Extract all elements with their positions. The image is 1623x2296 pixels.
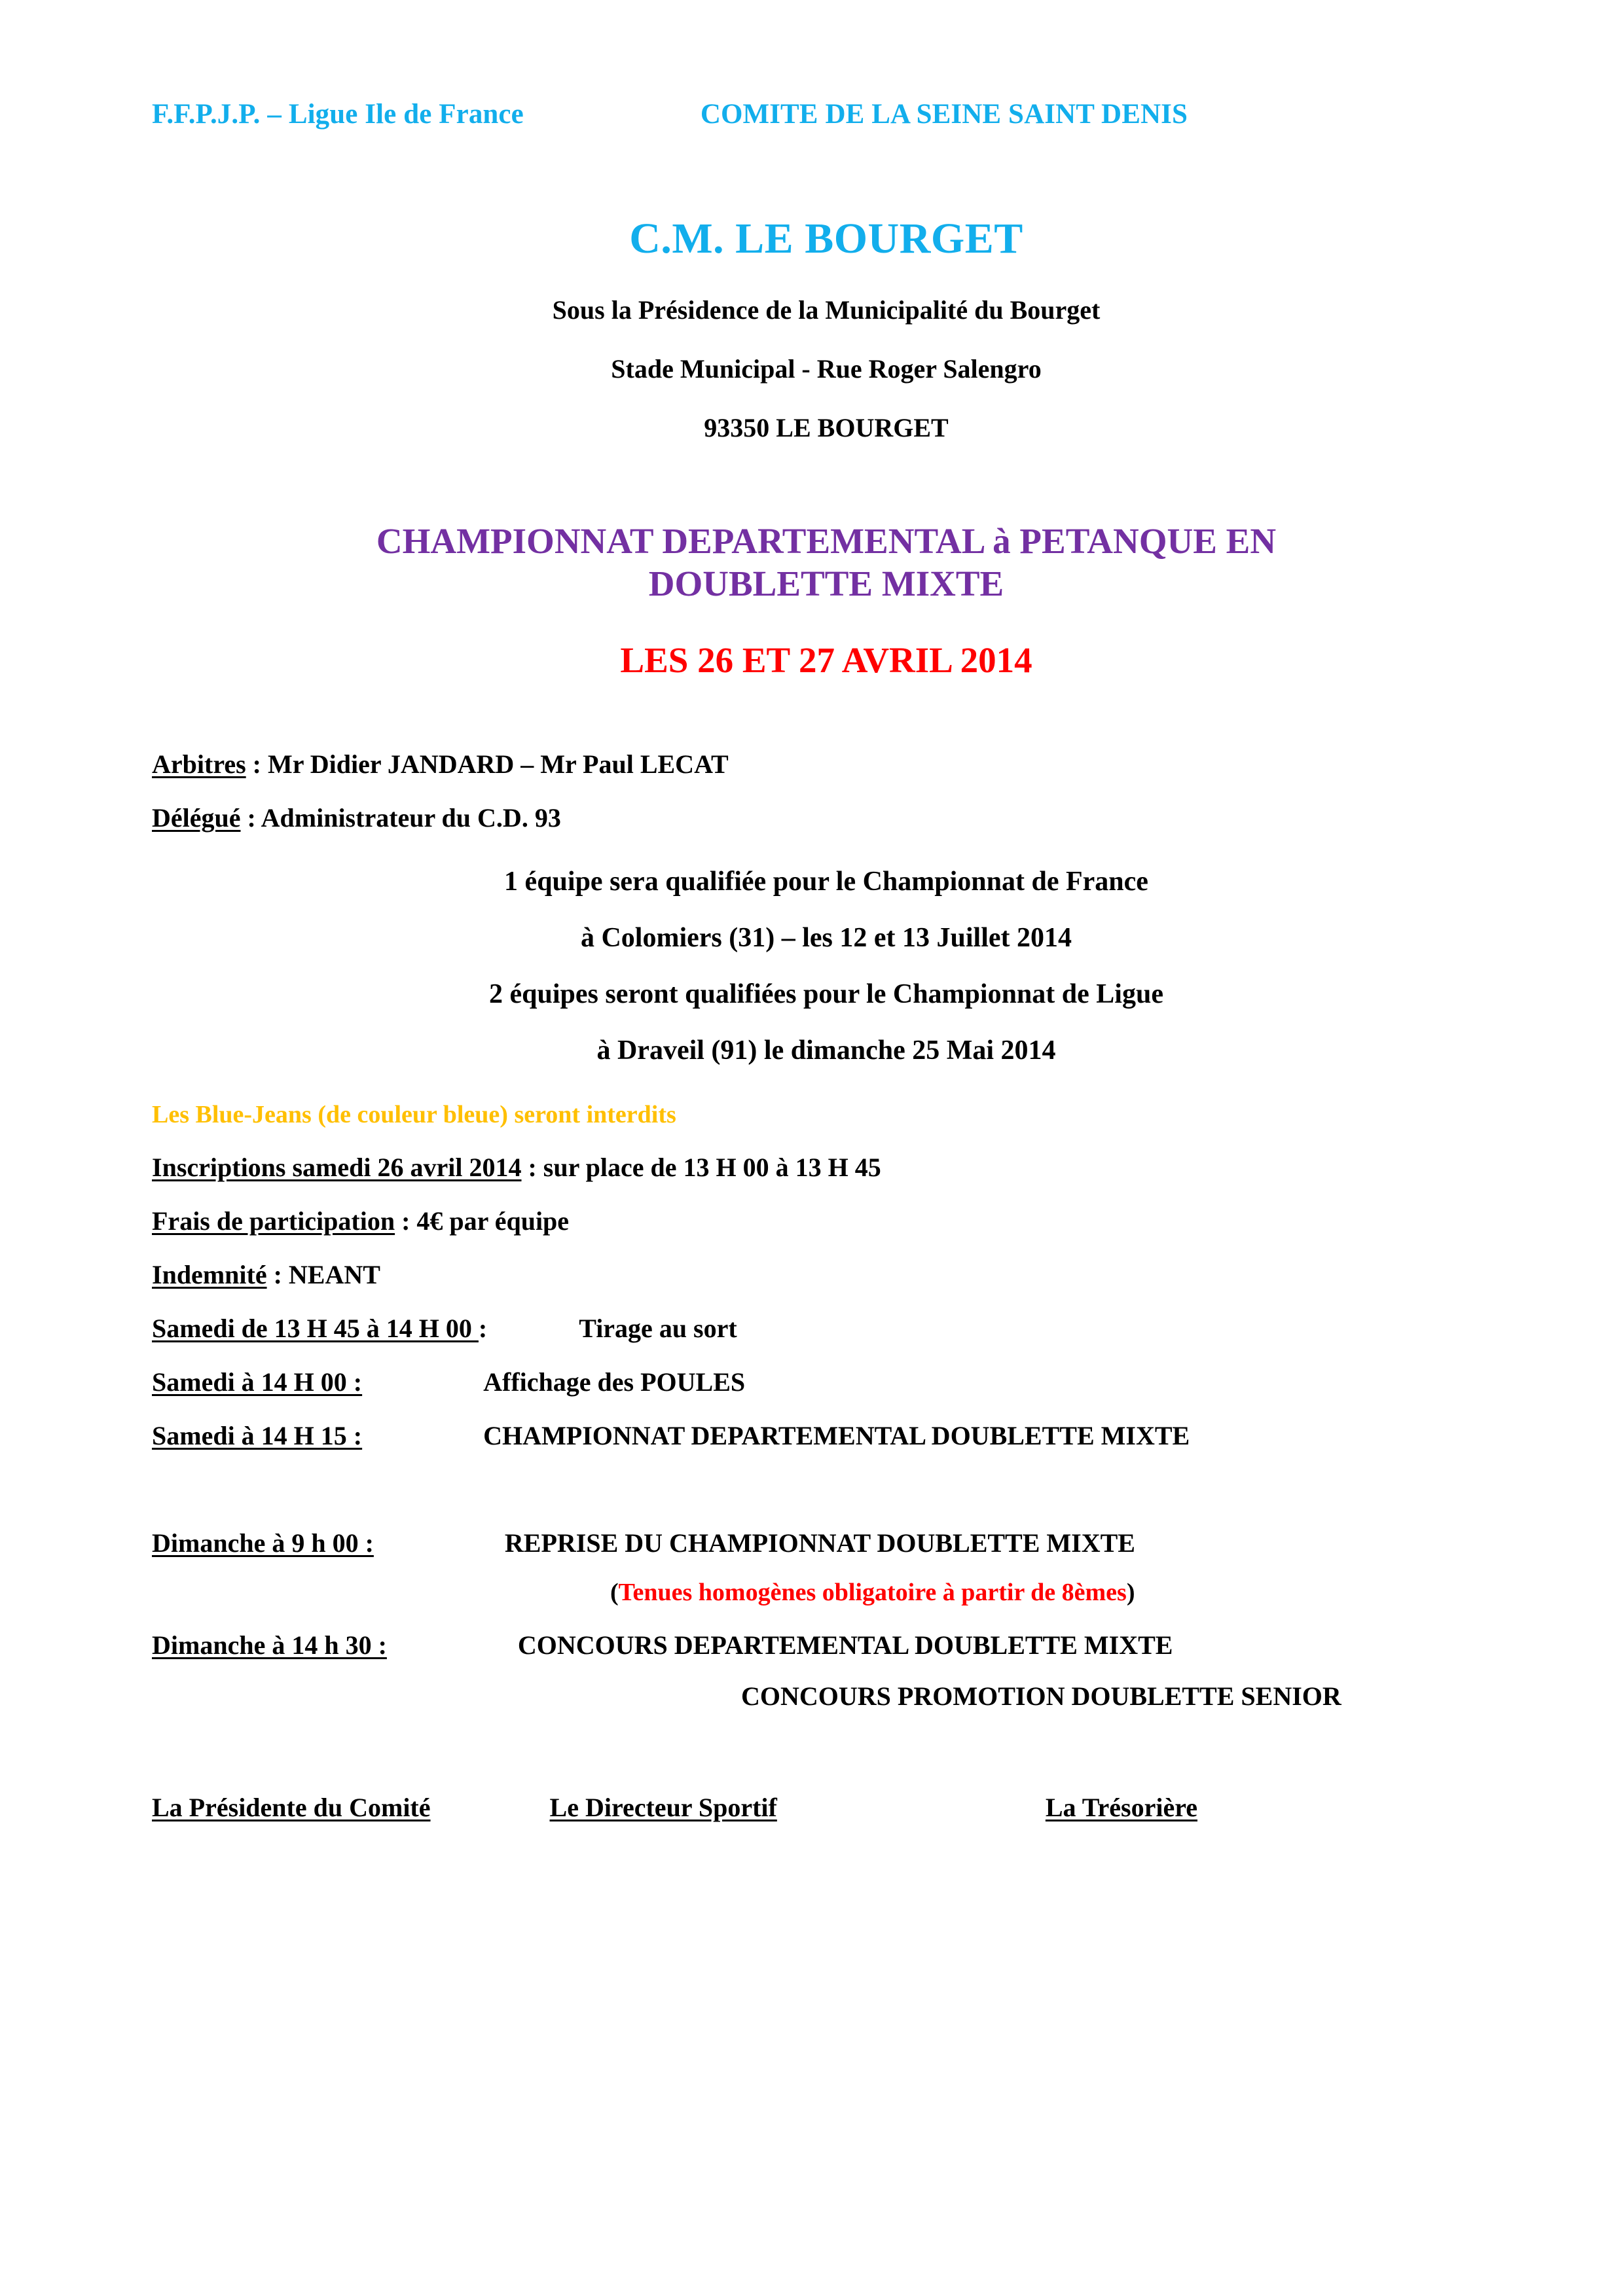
schedule-time-label: Samedi à 14 H 00 : bbox=[152, 1367, 363, 1397]
presidency-line: Sous la Présidence de la Municipalité du Bourget bbox=[552, 295, 1101, 325]
delegate-label: Délégué bbox=[152, 802, 241, 833]
uniform-note-close-paren: ) bbox=[1126, 1578, 1135, 1606]
page-title: C.M. LE BOURGET bbox=[629, 215, 1023, 262]
signature-row bbox=[152, 1792, 1501, 1822]
committee-label: COMITE DE LA SEINE SAINT DENIS bbox=[700, 99, 1188, 130]
qualification-line4: à Draveil (91) le dimanche 25 Mai 2014 bbox=[596, 1035, 1056, 1066]
postal-line: 93350 LE BOURGET bbox=[704, 413, 949, 442]
allowance-value: : NEANT bbox=[266, 1259, 380, 1289]
schedule-time-label: Dimanche à 9 h 00 : bbox=[152, 1528, 374, 1558]
inscriptions-label: Inscriptions samedi 26 avril 2014 bbox=[152, 1152, 522, 1182]
fees-label: Frais de participation bbox=[152, 1206, 395, 1236]
schedule-activity: Affichage des POULES bbox=[483, 1367, 746, 1397]
delegate-value: : Administrateur du C.D. 93 bbox=[240, 802, 561, 833]
referees-label: Arbitres bbox=[152, 749, 246, 779]
schedule-row-sunday-1 bbox=[152, 1530, 1501, 1556]
schedule-activity: CHAMPIONNAT DEPARTEMENTAL DOUBLETTE MIXTE bbox=[483, 1420, 1190, 1450]
allowance-label: Indemnité bbox=[152, 1259, 267, 1289]
federation-label: F.F.P.J.P. – Ligue Ile de France bbox=[152, 99, 524, 130]
section-spacer bbox=[152, 1449, 1501, 1503]
schedule-activity: REPRISE DU CHAMPIONNAT DOUBLETTE MIXTE bbox=[504, 1528, 1135, 1558]
masthead bbox=[152, 98, 1501, 130]
venue-line: Stade Municipal - Rue Roger Salengro bbox=[611, 354, 1042, 384]
qualification-line1: 1 équipe sera qualifiée pour le Championnat de France bbox=[504, 866, 1148, 897]
uniform-note-text: Tenues homogènes obligatoire à partir de 8èmes bbox=[618, 1578, 1127, 1606]
schedule-time-label bbox=[152, 1313, 488, 1343]
schedule-time-label: Dimanche à 14 h 30 : bbox=[152, 1630, 387, 1660]
document-content bbox=[152, 0, 1501, 1821]
body-block bbox=[152, 751, 1501, 1821]
uniform-note bbox=[152, 1580, 1501, 1605]
championship-heading bbox=[152, 520, 1501, 605]
referees-value: : Mr Didier JANDARD – Mr Paul LECAT bbox=[246, 749, 729, 779]
qualification-line2: à Colomiers (31) – les 12 et 13 Juillet 2014 bbox=[580, 922, 1072, 953]
championship-date: LES 26 ET 27 AVRIL 2014 bbox=[620, 639, 1032, 680]
delegate-row bbox=[152, 802, 1501, 833]
schedule-time-text: Samedi de 13 H 45 à 14 H 00 bbox=[152, 1313, 479, 1343]
schedule-row-saturday-3 bbox=[152, 1420, 1501, 1450]
schedule-activity: CONCOURS DEPARTEMENTAL DOUBLETTE MIXTE bbox=[517, 1630, 1173, 1660]
inscriptions-value: : sur place de 13 H 00 à 13 H 45 bbox=[521, 1152, 881, 1182]
fees-row bbox=[152, 1208, 1501, 1234]
allowance-row bbox=[152, 1259, 1501, 1289]
dress-code-note: Les Blue-Jeans (de couleur bleue) seront interdits bbox=[152, 1100, 676, 1128]
signature-director: Le Directeur Sportif bbox=[549, 1792, 777, 1822]
signature-president: La Présidente du Comité bbox=[152, 1792, 431, 1822]
referees-row bbox=[152, 751, 1501, 778]
schedule-row-saturday-1 bbox=[152, 1313, 1501, 1343]
schedule-row-saturday-2 bbox=[152, 1369, 1501, 1395]
uniform-note-open-paren: ( bbox=[610, 1578, 619, 1606]
schedule-row-sunday-2 bbox=[152, 1632, 1501, 1659]
schedule-activity: Tirage au sort bbox=[579, 1313, 737, 1343]
schedule-time-label: Samedi à 14 H 15 : bbox=[152, 1420, 363, 1450]
inscriptions-row bbox=[152, 1152, 1501, 1182]
fees-value: : 4€ par équipe bbox=[395, 1206, 570, 1236]
signature-treasurer: La Trésorière bbox=[1045, 1792, 1197, 1822]
extra-contest-line: CONCOURS PROMOTION DOUBLETTE SENIOR bbox=[741, 1681, 1341, 1711]
championship-heading-line1: CHAMPIONNAT DEPARTEMENTAL à PETANQUE EN bbox=[376, 521, 1277, 561]
qualification-line3: 2 équipes seront qualifiées pour le Championnat de Ligue bbox=[489, 978, 1163, 1009]
schedule-colon: : bbox=[478, 1313, 488, 1343]
championship-heading-line2: DOUBLETTE MIXTE bbox=[648, 563, 1004, 603]
